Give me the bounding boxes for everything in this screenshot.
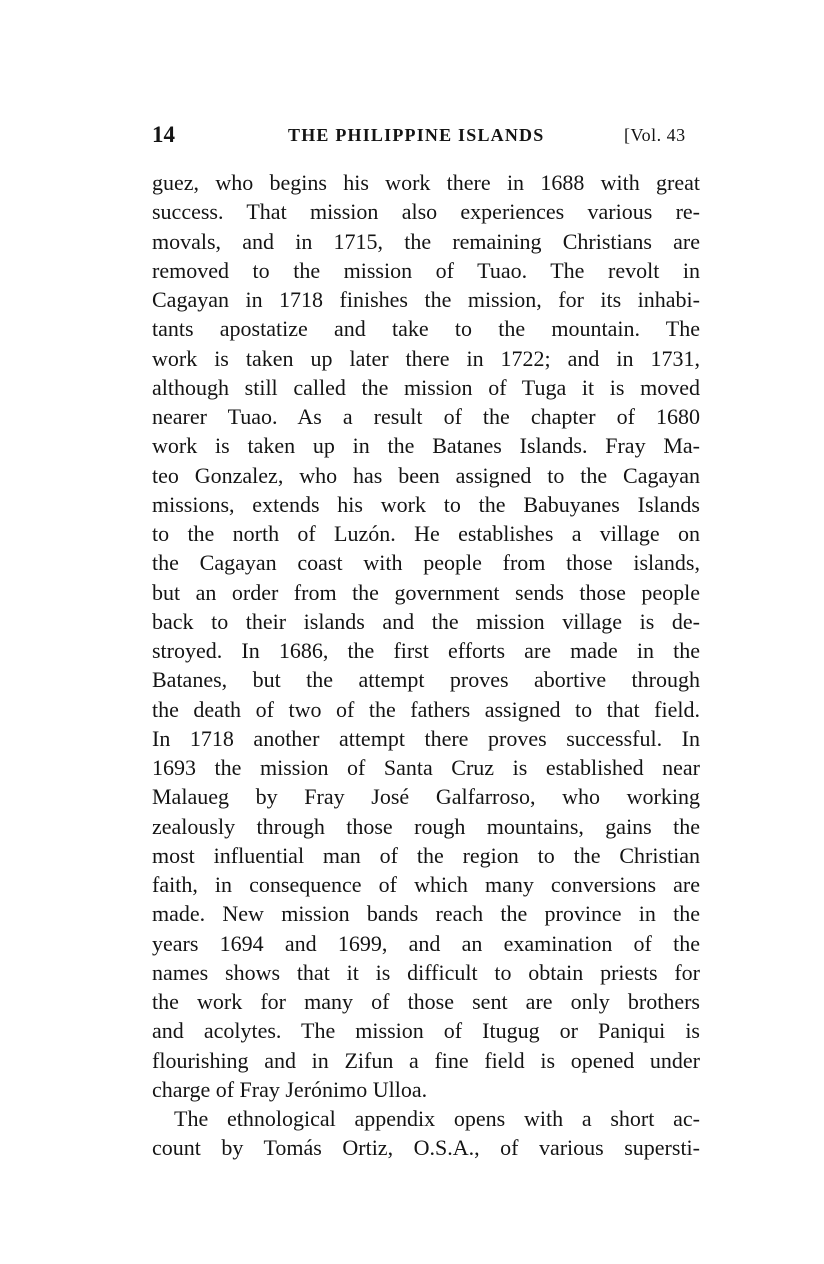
text-line: names shows that it is difficult to obtain priests for bbox=[152, 959, 700, 985]
text-line: success. That mission also experiences various re- bbox=[152, 199, 700, 225]
text-line: work is taken up later there in 1722; and in 1731, bbox=[152, 345, 700, 371]
text-line: removed to the mission of Tuao. The revolt in bbox=[152, 257, 700, 283]
text-line: years 1694 and 1699, and an examination of the bbox=[152, 930, 700, 956]
text-line: count by Tomás Ortiz, O.S.A., of various supersti- bbox=[152, 1135, 700, 1161]
text-line: teo Gonzalez, who has been assigned to the Cagayan bbox=[152, 462, 700, 488]
text-line: faith, in consequence of which many conversions are bbox=[152, 872, 700, 897]
text-line: flourishing and in Zifun a fine field is opened under bbox=[152, 1047, 700, 1073]
text-line: the death of two of the fathers assigned to that field. bbox=[152, 696, 700, 722]
text-line: made. New mission bands reach the province in the bbox=[152, 901, 700, 927]
text-line: stroyed. In 1686, the first efforts are made in the bbox=[152, 638, 700, 663]
body-text bbox=[152, 168, 700, 1161]
text-line: back to their islands and the mission village is de- bbox=[152, 608, 700, 634]
text-line: movals, and in 1715, the remaining Christians are bbox=[152, 228, 700, 254]
text-line: guez, who begins his work there in 1688 with great bbox=[152, 170, 700, 195]
running-head bbox=[152, 119, 702, 151]
text-line: but an order from the government sends those people bbox=[152, 579, 700, 605]
page-number: 14 bbox=[152, 122, 175, 147]
text-line: the Cagayan coast with people from those islands, bbox=[152, 550, 700, 576]
text-line: Batanes, but the attempt proves abortive through bbox=[152, 667, 700, 693]
running-title: THE PHILIPPINE ISLANDS bbox=[288, 125, 545, 145]
text-line: although still called the mission of Tuga it is moved bbox=[152, 374, 700, 400]
text-line: zealously through those rough mountains, gains the bbox=[152, 813, 700, 839]
text-line: work is taken up in the Batanes Islands. Fray Ma- bbox=[152, 433, 700, 459]
text-line: charge of Fray Jerónimo Ulloa. bbox=[152, 1076, 428, 1102]
text-line: nearer Tuao. As a result of the chapter of 1680 bbox=[152, 404, 700, 429]
text-line: The ethnological appendix opens with a short ac- bbox=[174, 1106, 700, 1131]
volume-label: [Vol. 43 bbox=[624, 125, 686, 145]
text-line: the work for many of those sent are only brothers bbox=[152, 989, 700, 1014]
text-line: Malaueg by Fray José Galfarroso, who working bbox=[152, 784, 700, 810]
text-line: most influential man of the region to the Christian bbox=[152, 842, 700, 868]
text-line: Cagayan in 1718 finishes the mission, for its inhabi- bbox=[152, 287, 700, 312]
text-line: missions, extends his work to the Babuyanes Islands bbox=[152, 491, 700, 517]
text-line: and acolytes. The mission of Itugug or Paniqui is bbox=[152, 1018, 700, 1044]
text-line: In 1718 another attempt there proves successful. In bbox=[152, 725, 700, 751]
text-line: tants apostatize and take to the mountain. The bbox=[152, 316, 700, 342]
text-line: to the north of Luzón. He establishes a village on bbox=[152, 521, 700, 546]
text-line: 1693 the mission of Santa Cruz is established near bbox=[152, 755, 700, 780]
